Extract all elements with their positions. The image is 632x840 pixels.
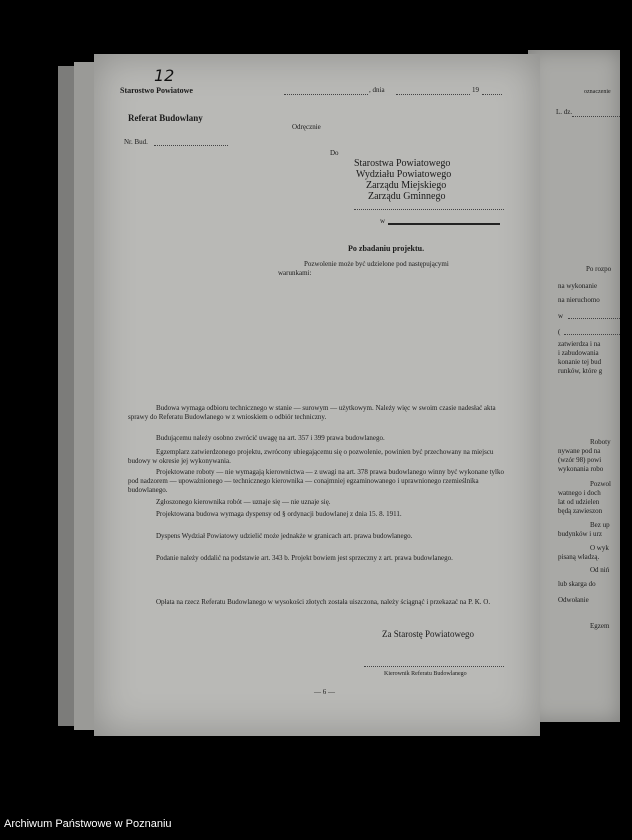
nr-bud-label: Nr. Bud.	[124, 138, 148, 146]
addressee-2: Wydziału Powiatowego	[356, 169, 452, 180]
right-page-text: konanie tej bud	[558, 358, 602, 366]
page-number: — 6 —	[314, 688, 335, 696]
office-name: Starostwo Powiatowe	[120, 86, 193, 95]
condition-paragraph: Egzemplarz zatwierdzonego projektu, zwrócony ubiegającemu się o pozwolenie, powinien być przechowany na miejscu budowy w okresie jej wykonywania.	[128, 448, 494, 465]
fill-line	[482, 94, 502, 95]
right-page-text: nywane pod na	[558, 447, 601, 455]
right-page-text: watnego i doch	[558, 489, 601, 497]
addressee-1: Starostwa Powiatowego	[354, 158, 451, 169]
signature-line	[364, 666, 504, 667]
handwritten-number: 12	[154, 66, 175, 85]
right-page-text: pisaną władzą.	[558, 553, 600, 561]
right-page-text: Egzem	[590, 622, 610, 630]
condition-paragraph: Budującemu należy osobno zwrócić uwagę na art. 357 i 399 prawa budowlanego.	[156, 434, 385, 442]
right-facing-page	[528, 50, 620, 722]
signature-za: Za Starostę Powiatowego	[382, 629, 474, 639]
right-page-text: wykonania robo	[558, 465, 604, 473]
fill-line	[354, 209, 504, 210]
right-page-text: lub skarga do	[558, 580, 596, 588]
date-year: 19	[472, 86, 479, 94]
do-label: Do	[330, 149, 339, 157]
right-page-text: Bez up	[590, 521, 610, 529]
signature-kierownik: Kierownik Referatu Budowlanego	[384, 671, 467, 677]
address-underline	[388, 223, 500, 225]
right-page-text: (wzór 98) powi	[558, 456, 602, 464]
fee-paragraph: Opłata na rzecz Referatu Budowlanego w wysokości złotych została uiszczona, należy ściągnąć i przekazać na P. K. O.	[156, 598, 491, 606]
right-page-text: w	[558, 312, 564, 320]
fill-line	[396, 94, 470, 95]
right-page-text: Od niń	[590, 566, 610, 574]
right-page-text: i zabudowania	[558, 349, 599, 357]
condition-paragraph: Dyspens Wydział Powiatowy udzielić może jednakże w granicach art. prawa budowlanego.	[156, 532, 413, 540]
condition-paragraph: Projektowana budowa wymaga dyspensy od § ordynacji budowlanej z dnia 15. 8. 1911.	[156, 510, 402, 518]
right-page-text: L. dz.	[556, 108, 573, 116]
right-page-text: Roboty	[590, 438, 611, 446]
fill-line	[154, 145, 228, 146]
right-page-text: Po rozpo	[586, 265, 612, 273]
right-page-text: zatwierdza i na	[558, 340, 601, 348]
right-page-text: runków, które g	[558, 367, 603, 375]
right-page-text: Pozwol	[590, 480, 611, 488]
right-page-text: Odwołanie	[558, 596, 589, 604]
fill-line	[572, 116, 620, 117]
subject-intro: Pozwolenie może być udzielone pod następującymi	[304, 260, 449, 268]
condition-paragraph: Budowa wymaga odbioru technicznego w stanie — surowym — użytkowym. Należy więc w swoim czasie nadesłać akta sprawy do Referatu Budowlanego w z wnioskiem o odbiór techniczny.	[128, 404, 496, 421]
right-page-text: (	[558, 328, 561, 336]
right-page-text: budynków i urz	[558, 530, 602, 538]
archive-label: Archiwum Państwowe w Poznaniu	[4, 818, 172, 830]
subject-intro: warunkami:	[278, 269, 312, 277]
odrecznie-label: Odręcznie	[292, 123, 321, 131]
condition-paragraph: Zgłoszonego kierownika robót — uznaje się — nie uznaje się.	[156, 498, 331, 506]
condition-paragraph: Projektowane roboty — nie wymagają kierownictwa — z uwagi na art. 378 prawa budowlanego winny być wykonane tylko pod nadzorem — upoważnionego — technicznego kierownika — conajmniej egzaminowanego i uprawnionego rzemieślnika budowlanego.	[128, 468, 504, 494]
fill-line	[568, 318, 620, 319]
right-page-text: lat od udzielen	[558, 498, 600, 506]
condition-paragraph: Podanie należy oddalić na podstawie art. 343 b. Projekt bowiem jest sprzeczny z art. prawa budowlanego.	[156, 554, 453, 562]
right-page-text: na nieruchomo	[558, 296, 600, 304]
addressee-3: Zarządu Miejskiego	[366, 180, 447, 191]
address-w-label: w	[380, 217, 386, 225]
right-page-text: oznaczenie	[584, 89, 611, 95]
addressee-4: Zarządu Gminnego	[368, 191, 446, 202]
fill-line	[284, 94, 368, 95]
subject-title: Po zbadaniu projektu.	[348, 244, 425, 253]
right-page-text: na wykonanie	[558, 282, 598, 290]
right-page-text: będą zawieszon	[558, 507, 603, 515]
right-page-text: O wyk	[590, 544, 609, 552]
department-name: Referat Budowlany	[128, 113, 203, 123]
document-page	[94, 54, 540, 736]
date-label: , dnia	[369, 86, 385, 94]
fill-line	[564, 334, 620, 335]
